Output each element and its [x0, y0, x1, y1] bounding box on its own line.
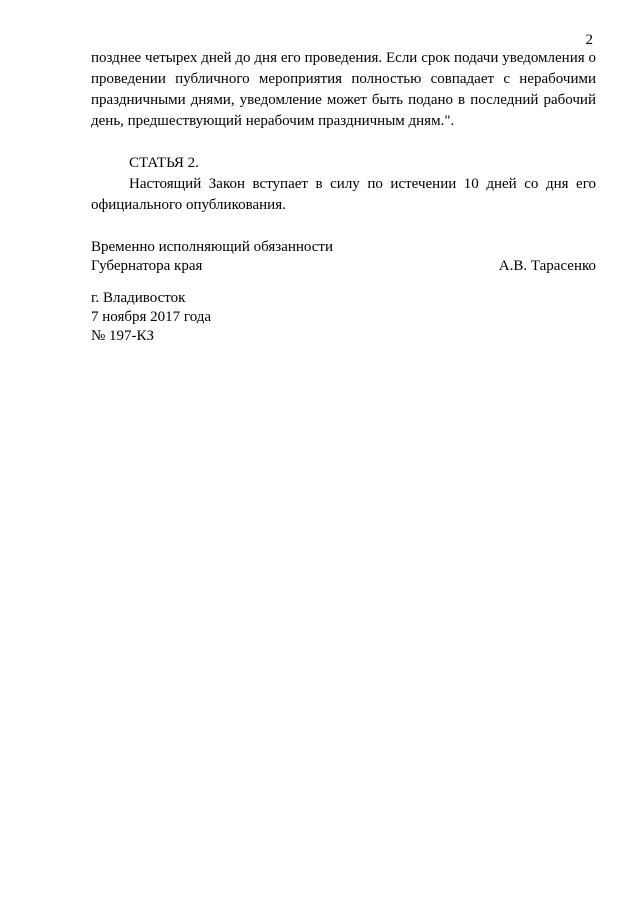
- date: 7 ноября 2017 года: [91, 309, 212, 325]
- signatory-position-line1: Временно исполняющий обязанности: [91, 239, 334, 255]
- signature-row: [91, 257, 596, 276]
- place-date-block: [91, 289, 211, 346]
- document-body: [91, 48, 596, 216]
- place: г. Владивосток: [91, 290, 186, 306]
- article-heading: СТАТЬЯ 2.: [129, 155, 199, 171]
- article-text: Настоящий Закон вступает в силу по истечении 10 дней со дня его официального опубликования.: [91, 176, 596, 213]
- page-number: 2: [585, 32, 593, 48]
- continuation-paragraph: позднее четырех дней до дня его проведения. Если срок подачи уведомления о проведении публичного мероприятия полностью совпадает с нерабочими праздничными днями, уведомление может быть подано в последний рабочий день, предшествующий нерабочим праздничным дням.".: [91, 50, 596, 129]
- signature-block: [91, 238, 596, 276]
- law-number: № 197-КЗ: [91, 328, 155, 344]
- signatory-position-line2: Губернатора края: [91, 258, 203, 274]
- signatory-name: А.В. Тарасенко: [498, 258, 596, 274]
